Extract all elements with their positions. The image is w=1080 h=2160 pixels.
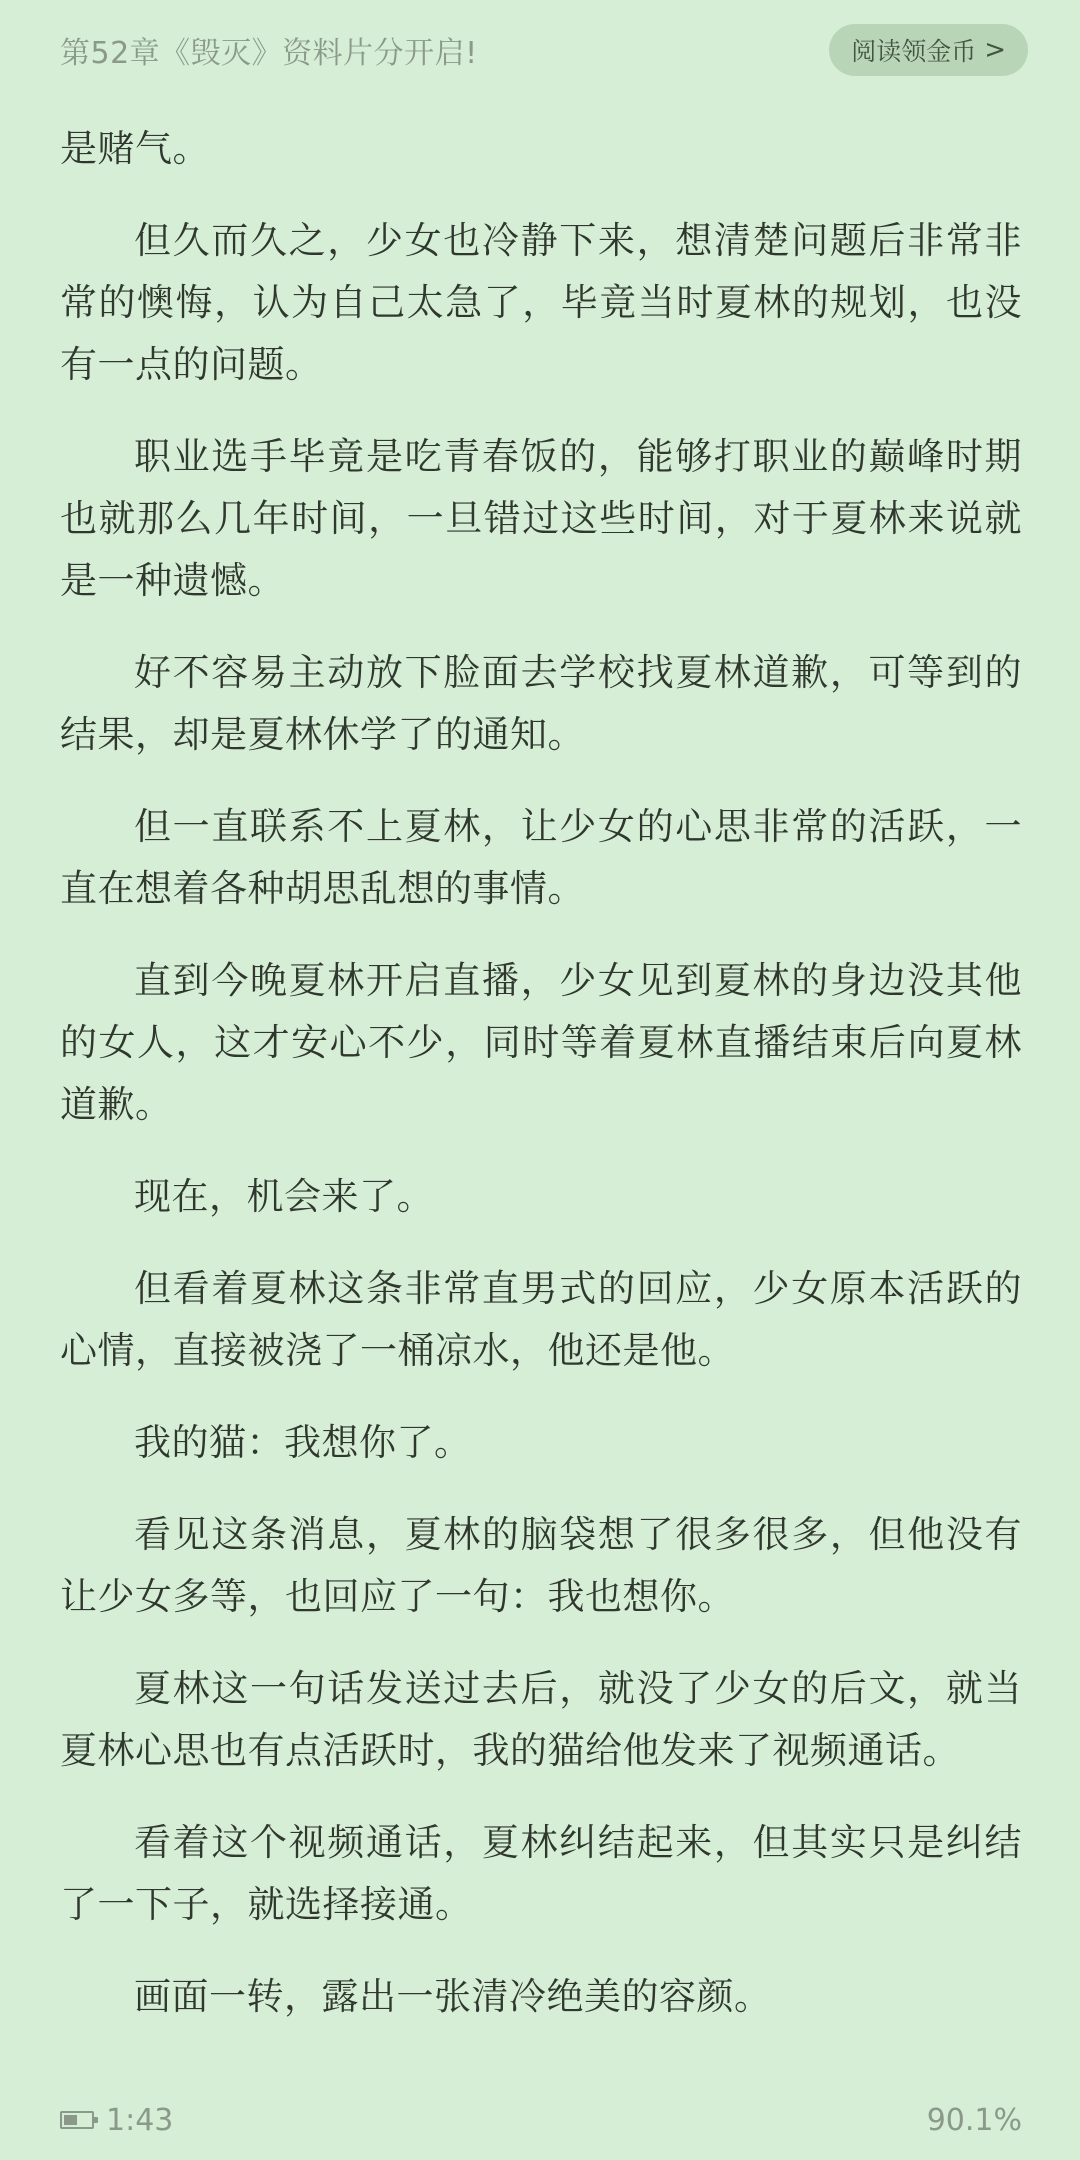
footer-left [60,2103,173,2138]
paragraph: 直到今晚夏林开启直播，少女见到夏林的身边没其他的女人，这才安心不少，同时等着夏林直播结束后向夏林道歉。 [60,959,1022,1126]
battery-icon [60,2111,94,2129]
paragraph: 是赌气。 [60,127,210,170]
paragraph: 画面一转，露出一张清冷绝美的容颜。 [134,1975,772,2018]
chapter-content[interactable] [60,118,1022,2058]
battery-fill [64,2115,77,2125]
paragraph: 但看着夏林这条非常直男式的回应，少女原本活跃的心情，直接被浇了一桶凉水，他还是他。 [60,1267,1022,1372]
read-earn-coins-button[interactable] [829,24,1028,76]
paragraph: 但一直联系不上夏林，让少女的心思非常的活跃，一直在想着各种胡思乱想的事情。 [60,805,1022,910]
paragraph: 但久而久之，少女也冷静下来，想清楚问题后非常非常的懊悔，认为自己太急了，毕竟当时夏林的规划，也没有一点的问题。 [60,219,1022,386]
clock-time: 1:43 [106,2102,174,2138]
reader-header [60,22,1028,78]
paragraph: 好不容易主动放下脸面去学校找夏林道歉，可等到的结果，却是夏林休学了的通知。 [60,651,1022,756]
coin-button-label: 阅读领金币 [851,37,977,66]
reading-progress: 90.1% [926,2102,1022,2138]
paragraph: 职业选手毕竟是吃青春饭的，能够打职业的巅峰时期也就那么几年时间，一旦错过这些时间，对于夏林来说就是一种遗憾。 [60,435,1022,602]
status-footer [60,2100,1022,2140]
paragraph: 我的猫：我想你了。 [134,1421,472,1464]
paragraph: 夏林这一句话发送过去后，就没了少女的后文，就当夏林心思也有点活跃时，我的猫给他发来了视频通话。 [60,1667,1022,1772]
chapter-title: 第52章《毁灭》资料片分开启! [60,36,478,71]
paragraph: 看见这条消息，夏林的脑袋想了很多很多，但他没有让少女多等，也回应了一句：我也想你。 [60,1513,1022,1618]
paragraph: 看着这个视频通话，夏林纠结起来，但其实只是纠结了一下子，就选择接通。 [60,1821,1022,1926]
chevron-right-icon: > [984,35,1006,65]
paragraph: 现在，机会来了。 [134,1175,434,1218]
